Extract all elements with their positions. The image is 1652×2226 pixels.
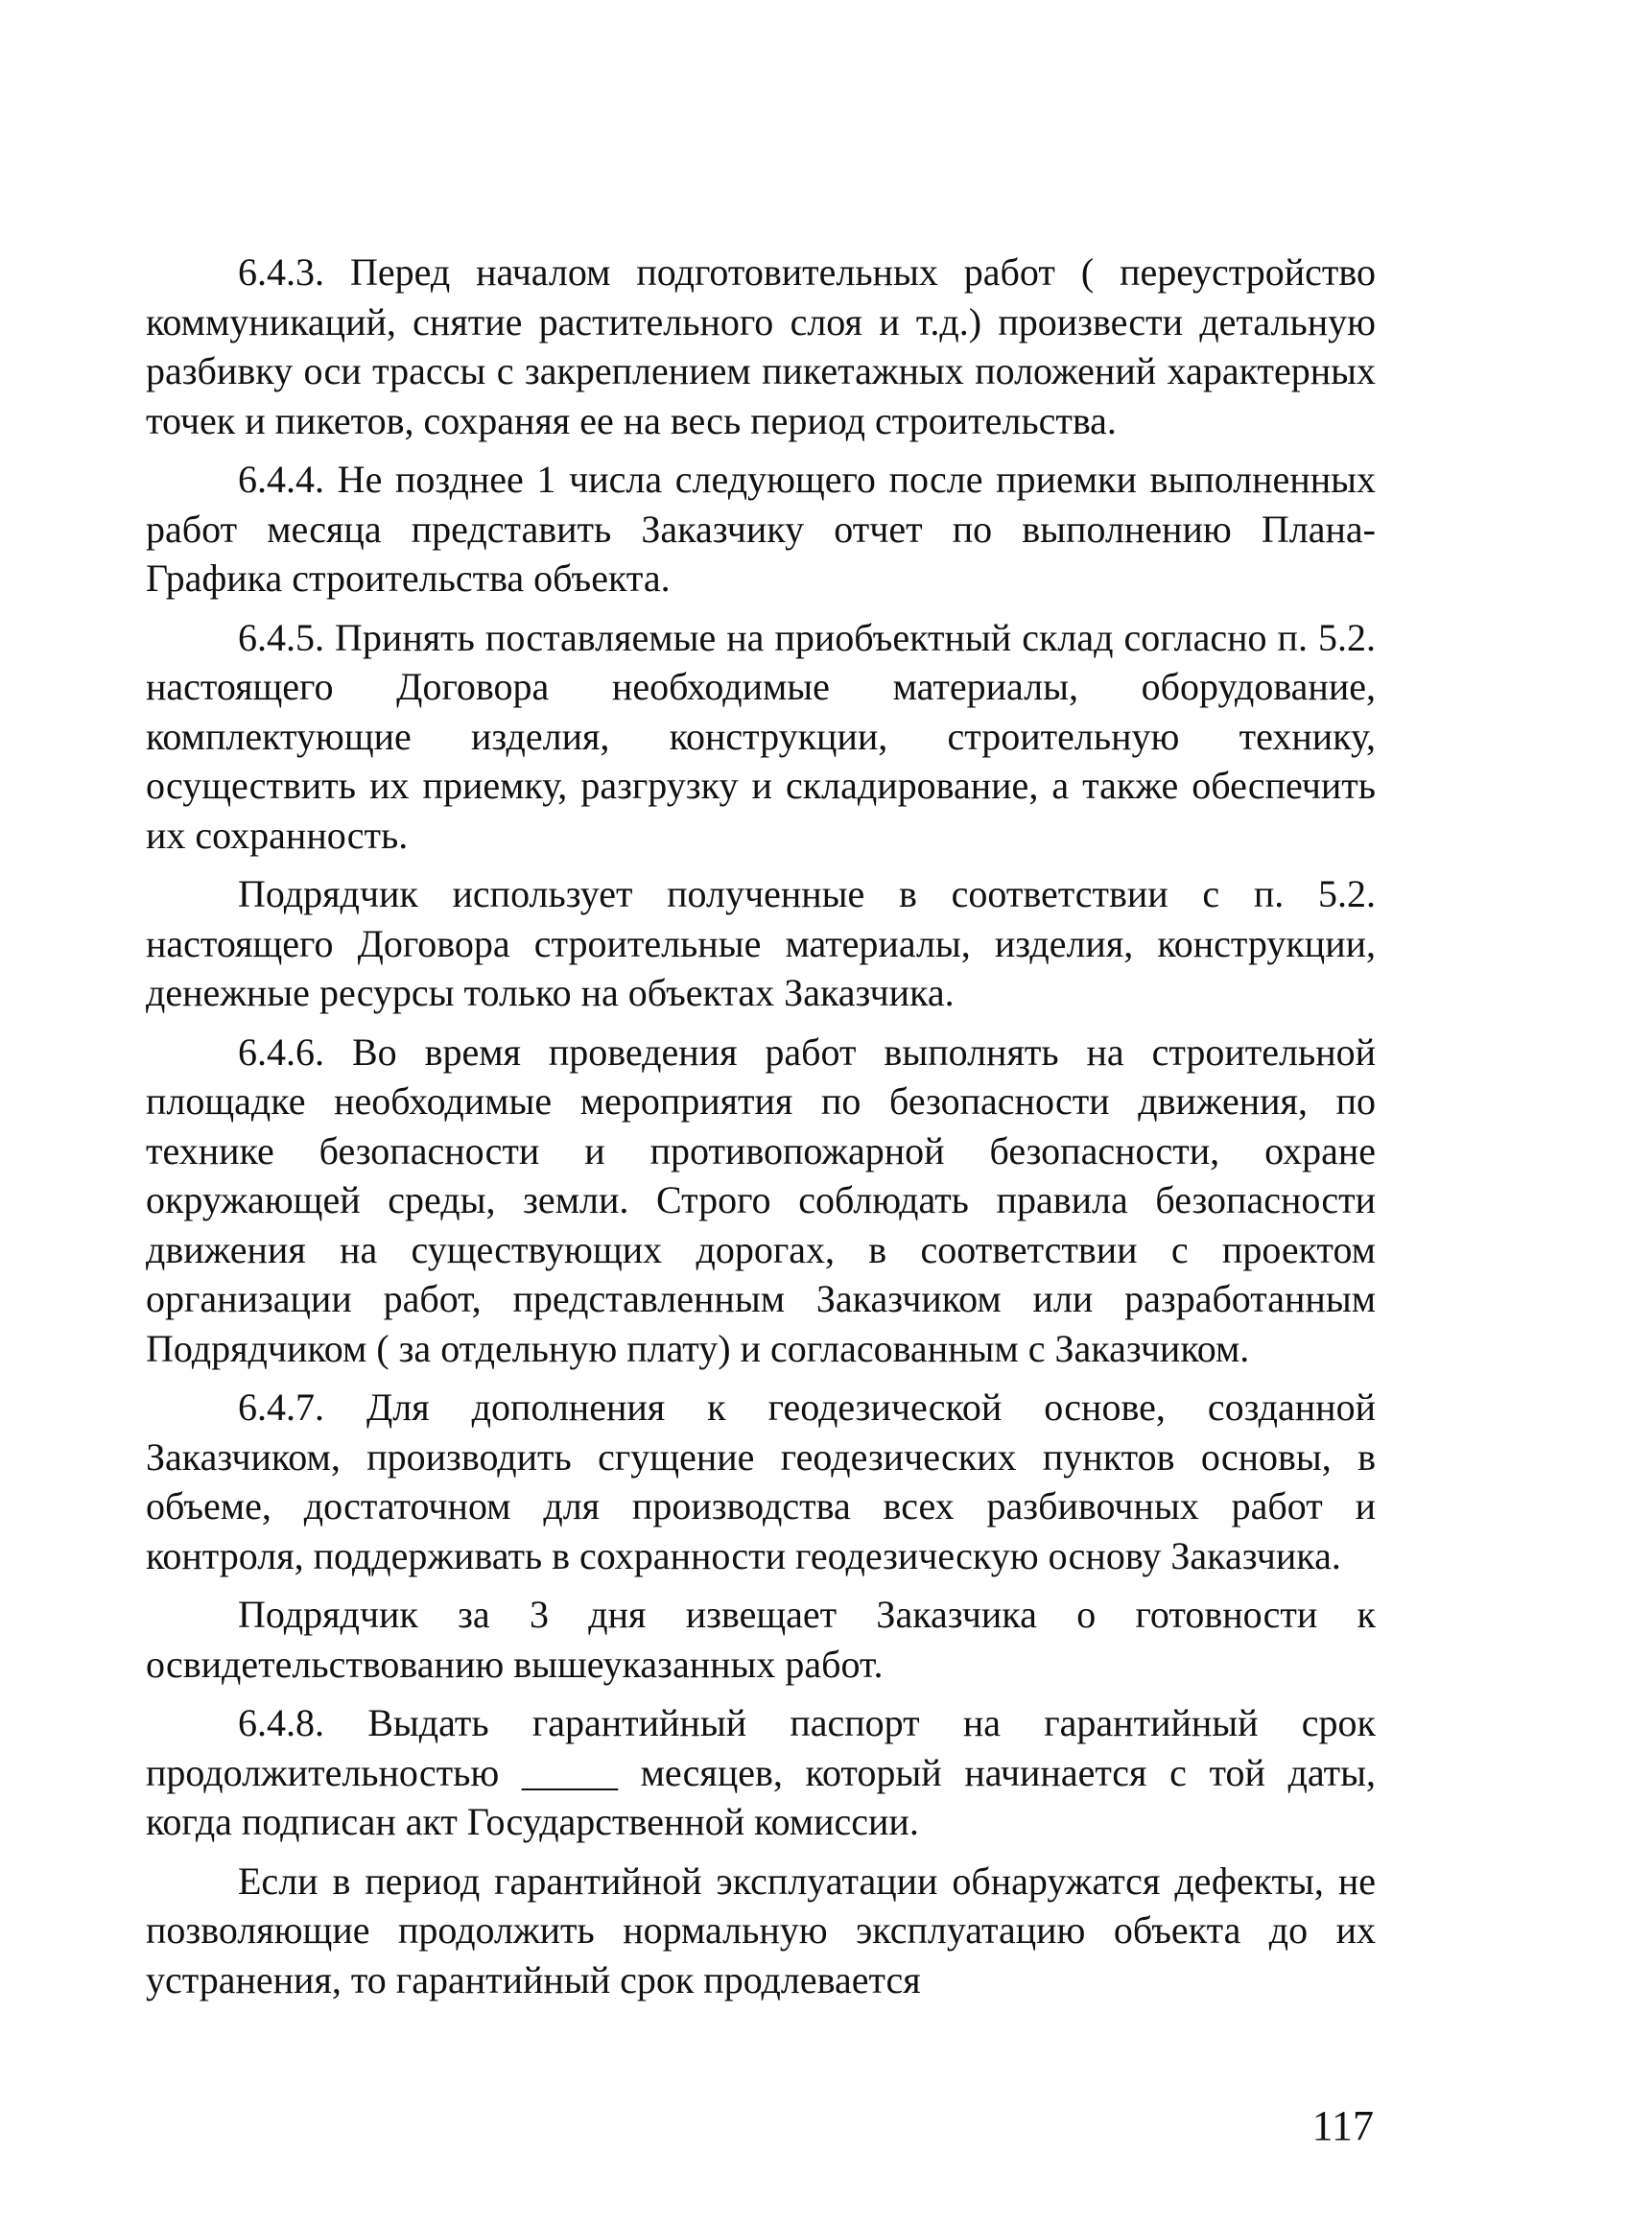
paragraph-6-4-8: 6.4.8. Выдать гарантийный паспорт на гарантийный срок продолжительностью _____ месяцев, который начинается с той даты, когда подписан акт Государственной комиссии.	[146, 1701, 1376, 1843]
page-number: 117	[1311, 2102, 1374, 2149]
paragraph-6-4-6: 6.4.6. Во время проведения работ выполнять на строительной площадке необходимые мероприятия по безопасности движения, по технике безопасности и противопожарной безопасности, охране окружающей среды, земли. Строго соблюдать правила безопасности движения на существующих дорогах, в соответствии с проектом организации работ, представленным Заказчиком или разработанным Подрядчиком ( за отдельную плату) и согласованным с Заказчиком.	[146, 1030, 1376, 1370]
paragraph-6-4-7: 6.4.7. Для дополнения к геодезической основе, созданной Заказчиком, производить сгущение геодезических пунктов основы, в объеме, достаточном для производства всех разбивочных работ и контроля, поддерживать в сохранности геодезическую основу Заказчика.	[146, 1385, 1376, 1577]
paragraph-6-4-3: 6.4.3. Перед началом подготовительных работ ( переустройство коммуникаций, снятие растительного слоя и т.д.) произвести детальную разбивку оси трассы с закреплением пикетажных положений характерных точек и пикетов, сохраняя ее на весь период строительства.	[146, 250, 1376, 442]
paragraph-contractor-materials: Подрядчик использует полученные в соответствии с п. 5.2. настоящего Договора строительные материалы, изделия, конструкции, денежные ресурсы только на объектах Заказчика.	[146, 872, 1376, 1014]
body-text	[146, 248, 1376, 2004]
paragraph-6-4-5: 6.4.5. Принять поставляемые на приобъектный склад согласно п. 5.2. настоящего Договора необходимые материалы, оборудование, комплектующие изделия, конструкции, строительную технику, осуществить их приемку, разгрузку и складирование, а также обеспечить их сохранность.	[146, 615, 1376, 857]
paragraph-contractor-notice: Подрядчик за 3 дня извещает Заказчика о готовности к освидетельствованию вышеуказанных работ.	[146, 1593, 1376, 1686]
paragraph-6-4-4: 6.4.4. Не позднее 1 числа следующего после приемки выполненных работ месяца представить Заказчику отчет по выполнению Плана- Графика строительства объекта.	[146, 458, 1376, 600]
paragraph-warranty-defects: Если в период гарантийной эксплуатации обнаружатся дефекты, не позволяющие продолжить нормальную эксплуатацию объекта до их устранения, то гарантийный срок продлевается	[146, 1859, 1376, 2001]
